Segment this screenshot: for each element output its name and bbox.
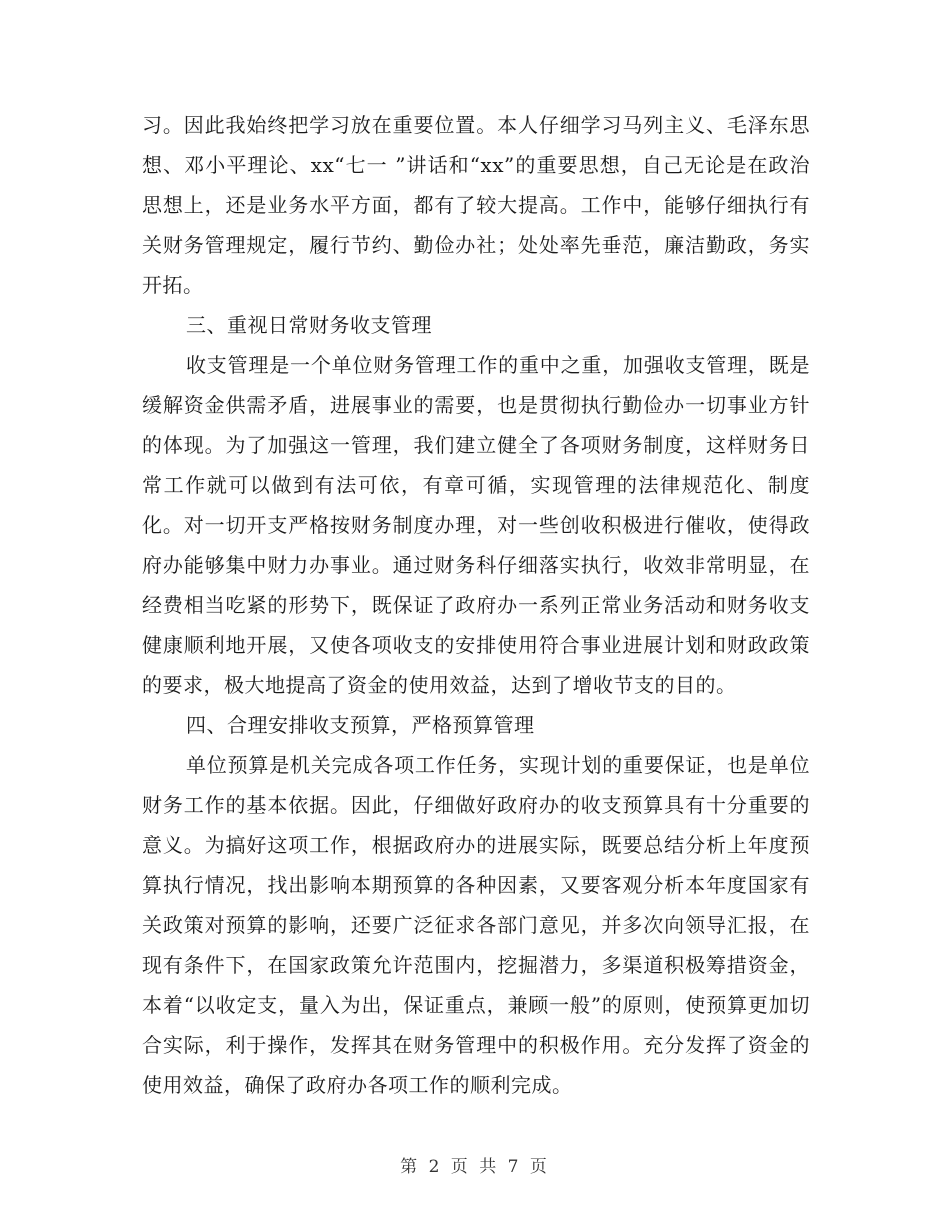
document-body (142, 105, 810, 1105)
section-heading-4: 四、合理安排收支预算，严格预算管理 (186, 713, 535, 737)
paragraph-income-expense: 收支管理是一个单位财务管理工作的重中之重，加强收支管理，既是缓解资金供需矛盾，进展事业的需要，也是贯彻执行勤俭办一切事业方针的体现。为了加强这一管理，我们建立健全了各项财务制度，这样财务日常工作就可以做到有法可依，有章可循，实现管理的法律规范化、制度化。对一切开支严格按财务制度办理，对一些创收积极进行催收，使得政府办能够集中财力办事业。通过财务科仔细落实执行，收效非常明显，在经费相当吃紧的形势下，既保证了政府办一系列正常业务活动和财务收支健康顺利地开展，又使各项收支的安排使用符合事业进展计划和财政政策的要求，极大地提高了资金的使用效益，达到了增收节支的目的。 (142, 353, 810, 697)
section-heading-3: 三、重视日常财务收支管理 (186, 313, 432, 337)
paragraph-budget: 单位预算是机关完成各项工作任务，实现计划的重要保证，也是单位财务工作的基本依据。因此，仔细做好政府办的收支预算具有十分重要的意义。为搞好这项工作，根据政府办的进展实际，既要总结分析上年度预算执行情况，找出影响本期预算的各种因素，又要客观分析本年度国家有关政策对预算的影响，还要广泛征求各部门意见，并多次向领导汇报，在现有条件下，在国家政策允许范围内，挖掘潜力，多渠道积极筹措资金，本着“以收定支，量入为出，保证重点，兼顾一般”的原则，使预算更加切合实际，利于操作，发挥其在财务管理中的积极作用。充分发挥了资金的使用效益，确保了政府办各项工作的顺利完成。 (142, 753, 810, 1097)
paragraph-continued: 习。因此我始终把学习放在重要位置。本人仔细学习马列主义、毛泽东思想、邓小平理论、xx“七一 ”讲话和“xx”的重要思想，自己无论是在政治思想上，还是业务水平方面，都有了较大提高。工作中，能够仔细执行有关财务管理规定，履行节约、勤俭办社；处处率先垂范，廉洁勤政，务实开拓。 (142, 113, 810, 297)
page-number-footer: 第 2 页 共 7 页 (400, 1157, 550, 1177)
